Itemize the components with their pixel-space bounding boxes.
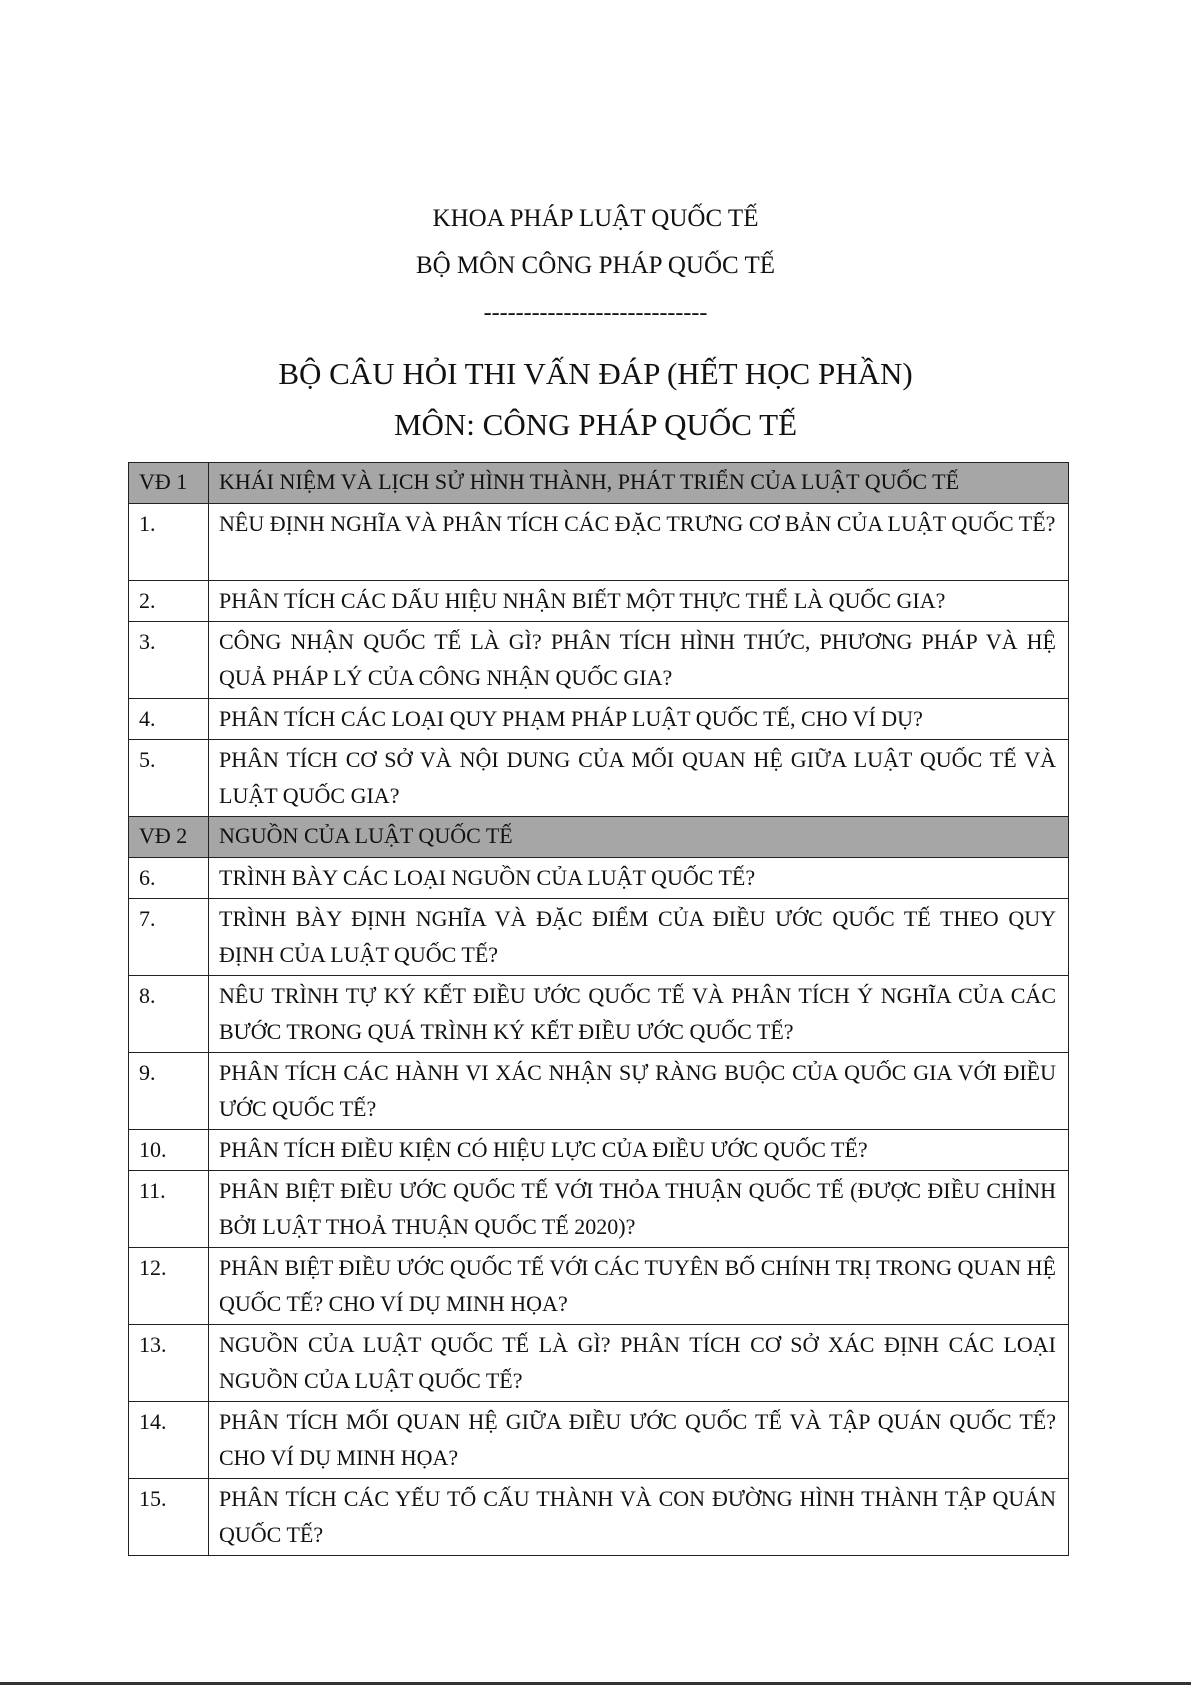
question-text: PHÂN TÍCH CÁC LOẠI QUY PHẠM PHÁP LUẬT QUỐC TẾ, CHO VÍ DỤ? [209,699,1069,740]
question-row [129,581,1069,622]
question-text: NÊU ĐỊNH NGHĨA VÀ PHÂN TÍCH CÁC ĐẶC TRƯNG CƠ BẢN CỦA LUẬT QUỐC TẾ? [209,504,1069,581]
question-text: PHÂN TÍCH CÁC HÀNH VI XÁC NHẬN SỰ RÀNG BUỘC CỦA QUỐC GIA VỚI ĐIỀU ƯỚC QUỐC TẾ? [209,1053,1069,1130]
question-number: 2. [129,581,209,622]
question-number: 3. [129,622,209,699]
document-title: BỘ CÂU HỎI THI VẤN ĐÁP (HẾT HỌC PHẦN) [278,356,913,391]
question-row [129,1171,1069,1248]
question-text: PHÂN BIỆT ĐIỀU ƯỚC QUỐC TẾ VỚI THỎA THUẬN QUỐC TẾ (ĐƯỢC ĐIỀU CHỈNH BỞI LUẬT THOẢ THUẬN QUỐC TẾ 2020)? [209,1171,1069,1248]
question-row [129,899,1069,976]
question-text: NGUỒN CỦA LUẬT QUỐC TẾ LÀ GÌ? PHÂN TÍCH CƠ SỞ XÁC ĐỊNH CÁC LOẠI NGUỒN CỦA LUẬT QUỐC TẾ? [209,1325,1069,1402]
section-header-row [129,817,1069,858]
question-text: TRÌNH BÀY ĐỊNH NGHĨA VÀ ĐẶC ĐIỂM CỦA ĐIỀU ƯỚC QUỐC TẾ THEO QUY ĐỊNH CỦA LUẬT QUỐC TẾ? [209,899,1069,976]
question-number: 10. [129,1130,209,1171]
department-name: BỘ MÔN CÔNG PHÁP QUỐC TẾ [415,252,776,279]
question-number: 7. [129,899,209,976]
question-row [129,1325,1069,1402]
question-row [129,622,1069,699]
question-number: 1. [129,504,209,581]
question-number: 8. [129,976,209,1053]
section-title: NGUỒN CỦA LUẬT QUỐC TẾ [209,817,1069,858]
question-text: PHÂN BIỆT ĐIỀU ƯỚC QUỐC TẾ VỚI CÁC TUYÊN BỐ CHÍNH TRỊ TRONG QUAN HỆ QUỐC TẾ? CHO VÍ DỤ MINH HỌA? [209,1248,1069,1325]
question-row [129,1402,1069,1479]
subject-title: MÔN: CÔNG PHÁP QUỐC TẾ [393,407,798,442]
question-number: 5. [129,740,209,817]
question-number: 6. [129,858,209,899]
question-number: 14. [129,1402,209,1479]
question-text: CÔNG NHẬN QUỐC TẾ LÀ GÌ? PHÂN TÍCH HÌNH THỨC, PHƯƠNG PHÁP VÀ HỆ QUẢ PHÁP LÝ CỦA CÔNG NHẬN QUỐC GIA? [209,622,1069,699]
question-number: 11. [129,1171,209,1248]
question-text: PHÂN TÍCH CƠ SỞ VÀ NỘI DUNG CỦA MỐI QUAN HỆ GIỮA LUẬT QUỐC TẾ VÀ LUẬT QUỐC GIA? [209,740,1069,817]
question-text: PHÂN TÍCH MỐI QUAN HỆ GIỮA ĐIỀU ƯỚC QUỐC TẾ VÀ TẬP QUÁN QUỐC TẾ? CHO VÍ DỤ MINH HỌA? [209,1402,1069,1479]
question-text: NÊU TRÌNH TỰ KÝ KẾT ĐIỀU ƯỚC QUỐC TẾ VÀ PHÂN TÍCH Ý NGHĨA CỦA CÁC BƯỚC TRONG QUÁ TRÌNH KÝ KẾT ĐIỀU ƯỚC QUỐC TẾ? [209,976,1069,1053]
question-row [129,1130,1069,1171]
question-row [129,740,1069,817]
section-code: VĐ 2 [129,817,209,858]
question-number: 4. [129,699,209,740]
question-table [128,462,1069,1556]
section-code: VĐ 1 [129,463,209,504]
question-row [129,699,1069,740]
section-title: KHÁI NIỆM VÀ LỊCH SỬ HÌNH THÀNH, PHÁT TRIỂN CỦA LUẬT QUỐC TẾ [209,463,1069,504]
question-row [129,504,1069,581]
question-text: PHÂN TÍCH ĐIỀU KIỆN CÓ HIỆU LỰC CỦA ĐIỀU ƯỚC QUỐC TẾ? [209,1130,1069,1171]
question-row [129,1053,1069,1130]
question-number: 12. [129,1248,209,1325]
section-header-row [129,463,1069,504]
question-number: 15. [129,1479,209,1556]
question-text: PHÂN TÍCH CÁC YẾU TỐ CẤU THÀNH VÀ CON ĐƯỜNG HÌNH THÀNH TẬP QUÁN QUỐC TẾ? [209,1479,1069,1556]
faculty-name: KHOA PHÁP LUẬT QUỐC TẾ [432,205,759,232]
header-separator: ---------------------------- [483,300,708,326]
question-row [129,1479,1069,1556]
question-number: 9. [129,1053,209,1130]
question-row [129,858,1069,899]
question-number: 13. [129,1325,209,1402]
question-row [129,976,1069,1053]
question-text: TRÌNH BÀY CÁC LOẠI NGUỒN CỦA LUẬT QUỐC TẾ? [209,858,1069,899]
question-row [129,1248,1069,1325]
question-text: PHÂN TÍCH CÁC DẤU HIỆU NHẬN BIẾT MỘT THỰC THỂ LÀ QUỐC GIA? [209,581,1069,622]
